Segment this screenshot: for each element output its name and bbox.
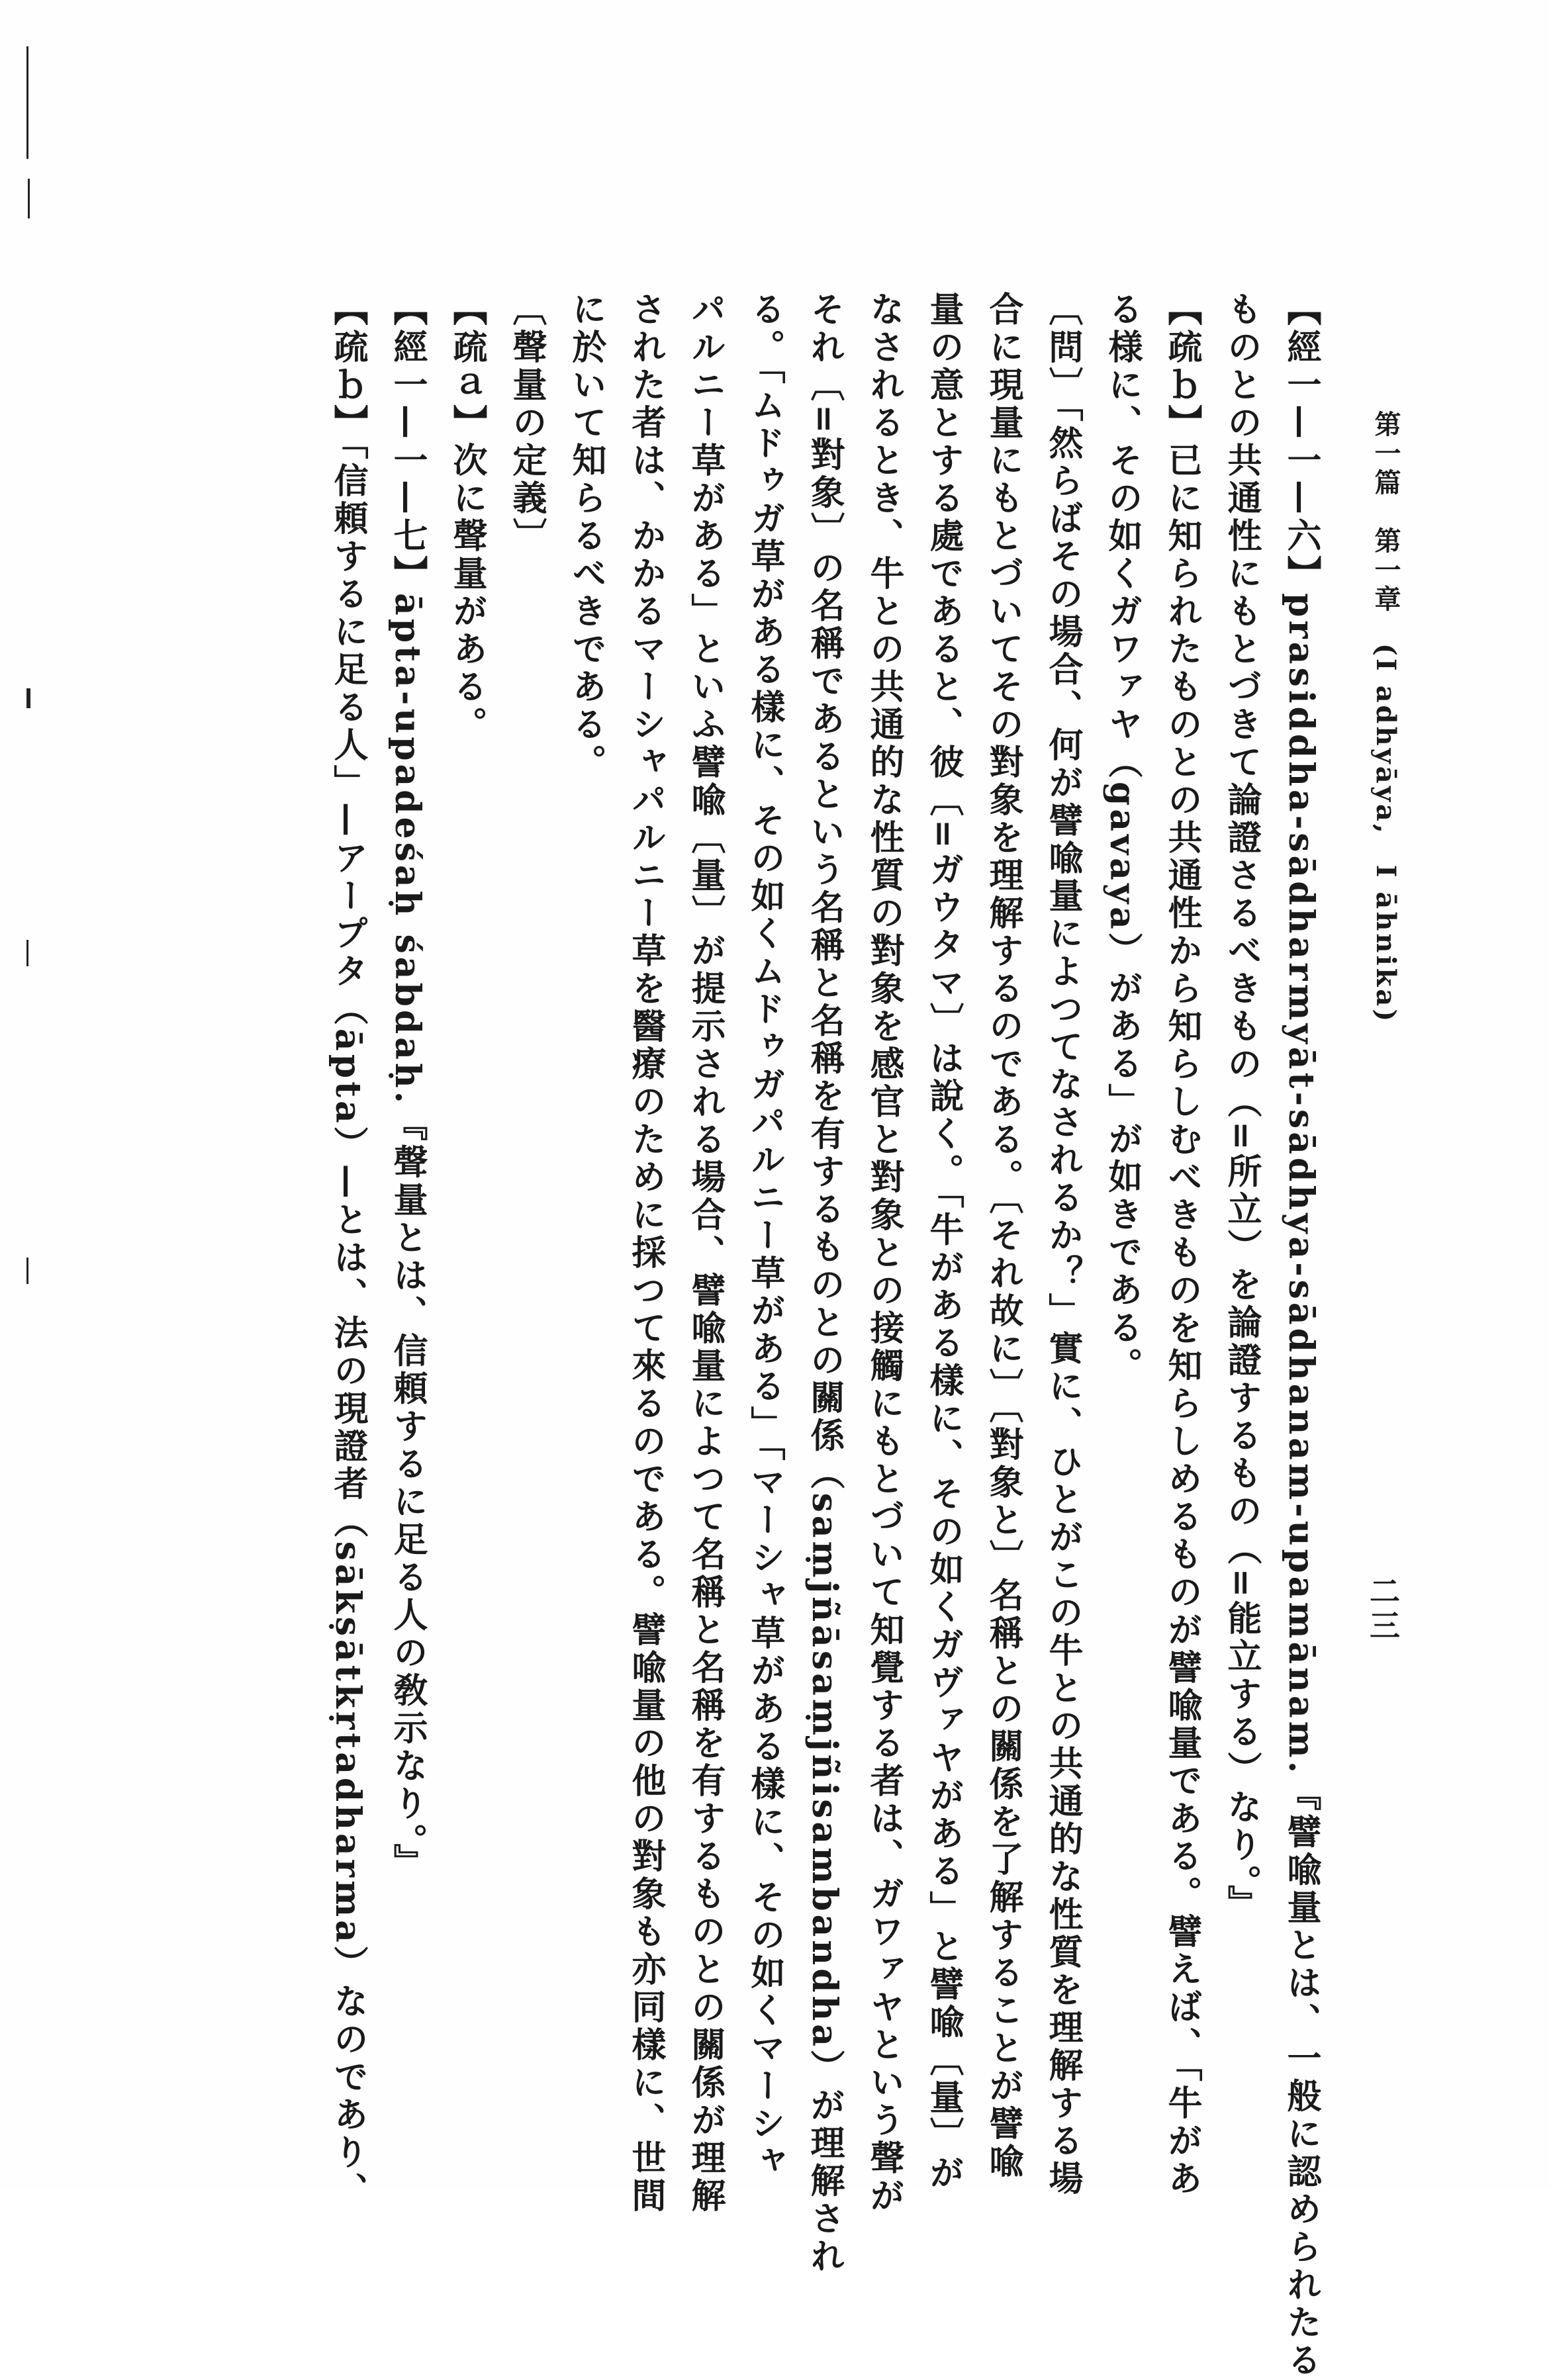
text-line: 【疏ｂ】已に知られたものとの共通性から知らしむべきものを知らしめるものが譬喩量である。譬えば、「牛があ <box>1162 291 1202 2198</box>
scan-edge-mark <box>26 46 28 159</box>
text-line: る様に、その如くガワァヤ（gavaya）がある」が如きである。 <box>1102 291 1143 1385</box>
text-line: それ〔=對象〕の名稱であるという名稱と名稱を有するものとの關係（saṃjñāsaṃjñisambandha）が理解され <box>804 291 845 2276</box>
text-line: パルニー草がある」といふ譬喩〔量〕が提示される場合、譬喩量によつて名稱と名稱を有するものとの關係が理解 <box>685 291 726 2215</box>
scan-edge-mark <box>26 688 30 708</box>
text-line: 〔問〕「然らばその場合、何が譬喩量によつてなされるか？」實に、ひとがこの牛との共通的な性質を理解する場 <box>1043 291 1083 2198</box>
text-line: る。「ムドゥガ草がある樣に、その如くムドゥガパルニー草がある」「マーシャ草がある樣に、その如くマーシャ <box>745 291 785 2181</box>
scan-edge-mark <box>26 940 28 966</box>
text-line: なされるとき、牛との共通的な性質の對象を感官と對象との接觸にもとづいて知覺する者は、ガワァヤという聲が <box>864 291 904 2215</box>
text-line: ものとの共通性にもとづきて論證さるべきもの（=所立）を論證するもの（=能立する）なり。』 <box>1221 291 1262 1923</box>
text-line: 【疏ａ】次に聲量がある。 <box>447 291 487 744</box>
text-line: された者は、かかるマーシャパルニー草を醫療のために採つて來るのである。譬喩量の他の對象も亦同樣に、世間 <box>626 291 666 2215</box>
text-line: 合に現量にもとづいてその對象を理解するのである。〔それ故に〕〔對象と〕名稱との關係を了解することが譬喩 <box>983 291 1023 2181</box>
body-text <box>73 291 1331 2380</box>
text-line: に於いて知らるべきである。 <box>566 291 606 782</box>
text-line: 量の意とする處であると、彼〔=ガウタマ〕は說く。「牛がある樣に、その如くガヴァヤがある」と譬喩〔量〕が <box>923 291 964 2193</box>
scan-edge-mark <box>26 1258 28 1284</box>
text-line: 【經一—一—七】āpta-upadeśaḥ śabdaḥ.『聲量とは、信頼するに足る人の敎示なり。』 <box>387 291 428 1882</box>
running-header: 第一篇 第一章 (I adhyāya, I āhnika) <box>1370 410 1401 1025</box>
text-line: 【疏ｂ】「信頼するに足る人」—アープタ（āpta）—とは、法の現證者（sākṣātkṛtadharma）なのであり、 <box>328 291 368 2210</box>
text-line: 【經一—一—六】prasiddha-sādharmyāt-sādhya-sādhanam-upamānam.『譬喩量とは、一般に認められたる <box>1281 291 1321 2380</box>
scan-edge-mark <box>28 179 30 218</box>
section-heading: 〔聲量の定義〕 <box>506 291 547 555</box>
page-number: 二三 <box>1365 1575 1401 1644</box>
